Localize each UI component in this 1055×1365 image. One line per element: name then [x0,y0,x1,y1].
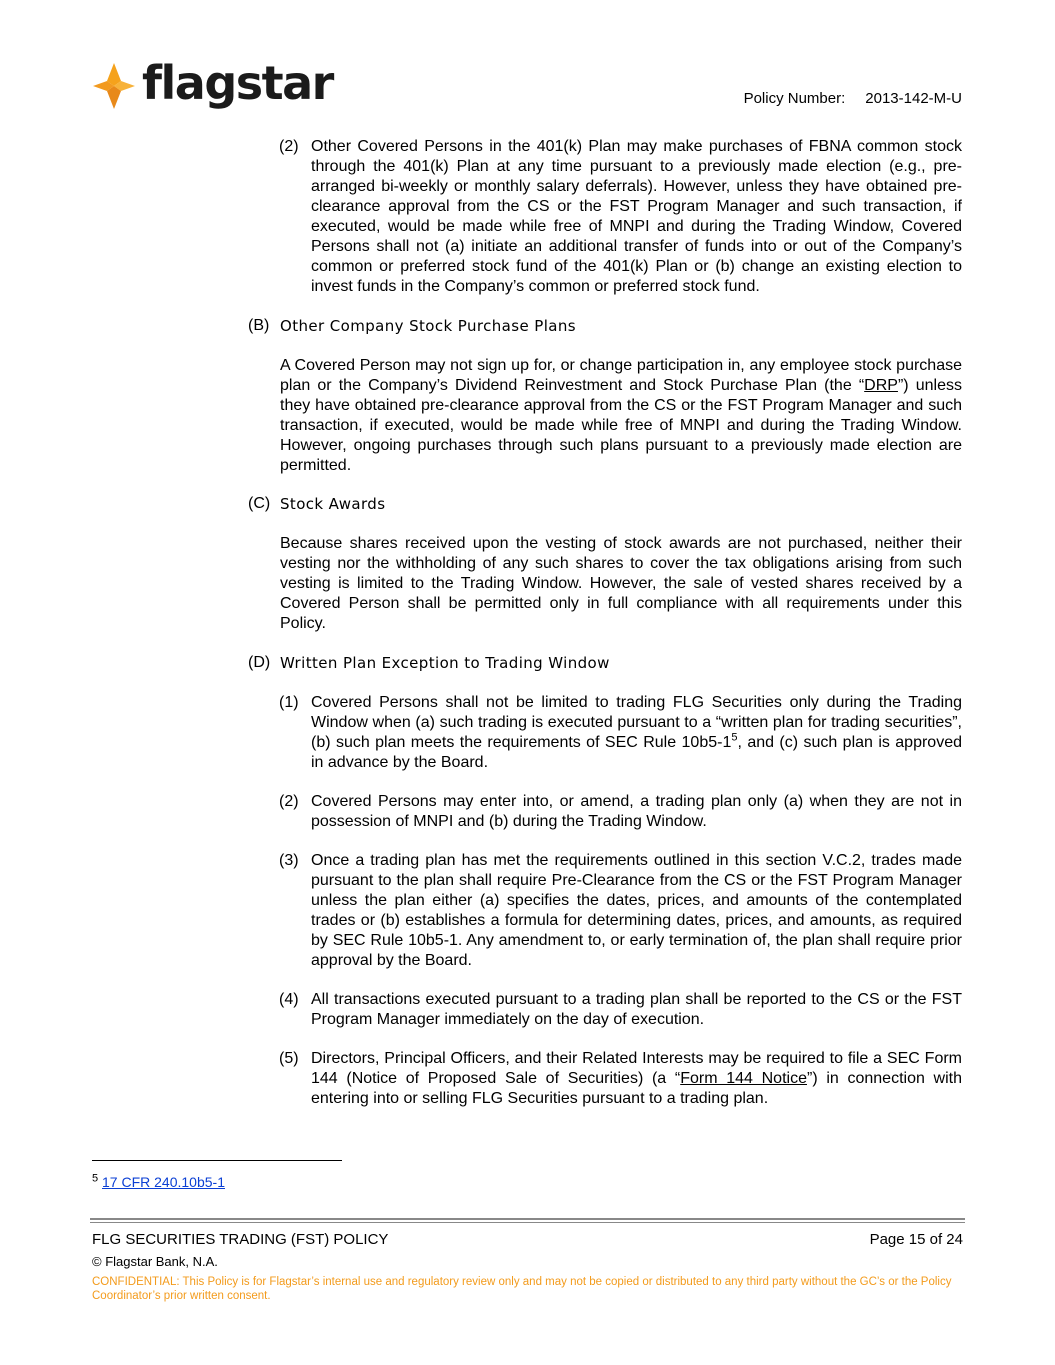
section-heading-stock-purchase-plans: Other Company Stock Purchase Plans [280,317,576,335]
policy-number [744,90,962,107]
paragraph-written-plan-5: Directors, Principal Officers, and their Related Interests may be required to file a SEC Form 144 (Notice of Proposed Sale of Securities) (a “Form 144 Notice”) in connection with entering into or selling FLG Securities pursuant to a trading plan. [311,1050,963,1107]
paragraph-401k-purchases: Other Covered Persons in the 401(k) Plan may make purchases of FBNA common stock through the 401(k) Plan at any time pursuant to a previously made election (e.g., pre-arranged bi-weekly or monthly salary deferrals). However, unless they have obtained pre-clearance approval from the CS or the FST Program Manager and such transaction, if executed, would be made while free of MNPI and during the Trading Window, Covered Persons shall not (a) initiate an additional transfer of funds into or out of the Company’s common or preferred stock fund of the 401(k) Plan or (b) change an existing election to invest funds in the Company’s common or preferred stock fund. [311,138,962,295]
footnote-separator [92,1160,342,1161]
footnote-link-cfr[interactable]: 17 CFR 240.10b5-1 [102,1174,225,1190]
defined-term-form-144-notice: Form 144 Notice [680,1070,807,1087]
section-letter: (B) [248,317,270,334]
defined-term-drp: DRP [864,377,898,394]
item-number: (4) [279,991,299,1008]
flagstar-logo [92,56,333,112]
paragraph-written-plan-2: Covered Persons may enter into, or amend, a trading plan only (a) when they are not in possession of MNPI and (b) during the Trading Window. [311,793,962,830]
paragraph-written-plan-4: All transactions executed pursuant to a trading plan shall be reported to the CS or the FST Program Manager immediately on the day of execution. [311,991,962,1028]
paragraph-written-plan-3: Once a trading plan has met the requirements outlined in this section V.C.2, trades made pursuant to the plan shall require Pre-Clearance from the CS or the FST Program Manager unless the plan either (a) specifies the dates, prices, and amounts of the contemplated trades or (b) establishes a formula for determining dates, prices, and amounts, as required by SEC Rule 10b5-1. Any amendment to, or early termination of, the plan shall require prior approval by the Board. [311,852,962,969]
footnote-number: 5 [92,1172,99,1185]
footer-copyright: © Flagstar Bank, N.A. [92,1254,218,1269]
footer-confidential-notice: CONFIDENTIAL: This Policy is for Flagstar’s internal use and regulatory review only and may not be copied or distributed to any third party without the GC’s or the Policy Coordinator’s prior written consent. [92,1276,952,1302]
item-number: (5) [279,1050,299,1067]
footnote-reference[interactable]: 5 [731,731,738,744]
footer-policy-title: FLG SECURITIES TRADING (FST) POLICY [92,1231,389,1248]
policy-number-label: Policy Number: [743,90,846,107]
paragraph-stock-awards: Because shares received upon the vesting of stock awards are not purchased, neither their vesting nor the withholding of any such shares to cover the tax obligations arising from such vesting is limited to the Trading Window. However, the sale of vested shares received by a Covered Person shall be permitted only in full compliance with all requirements under this Policy. [280,535,962,632]
item-number: (3) [279,852,299,869]
section-letter: (D) [248,654,271,671]
section-heading-written-plan-exception: Written Plan Exception to Trading Window [280,654,610,672]
item-number: (2) [279,138,299,155]
section-letter: (C) [248,495,271,512]
flagstar-star-icon [92,62,136,110]
footer-divider [90,1218,965,1220]
paragraph-stock-purchase-plans: A Covered Person may not sign up for, or change participation in, any employee stock purchase plan or the Company’s Dividend Reinvestment and Stock Purchase Plan (the “DRP”) unless they have obtained pre-clearance approval from the CS or the FST Program Manager and such transaction, if executed, would be made while free of MNPI and during the Trading Window. However, ongoing purchases through such plans pursuant to a previously made election are permitted. [280,357,962,474]
footer-divider [90,1222,965,1223]
paragraph-written-plan-1: Covered Persons shall not be limited to trading FLG Securities only during the Trading Window when (a) such trading is executed pursuant to a “written plan for trading securities”, (b) such plan meets the requirements of SEC Rule $10b5-1^5$, and (c) such plan is approved in advance by the Board. [311,694,962,771]
section-heading-stock-awards: Stock Awards [280,495,386,513]
logo-wordmark: flagstar [142,56,333,110]
footnote [92,1174,225,1190]
footer-page-number: Page 15 of 24 [869,1231,963,1248]
item-number: (1) [279,694,299,711]
item-number: (2) [279,793,299,810]
policy-number-value: 2013-142-M-U [865,90,962,107]
